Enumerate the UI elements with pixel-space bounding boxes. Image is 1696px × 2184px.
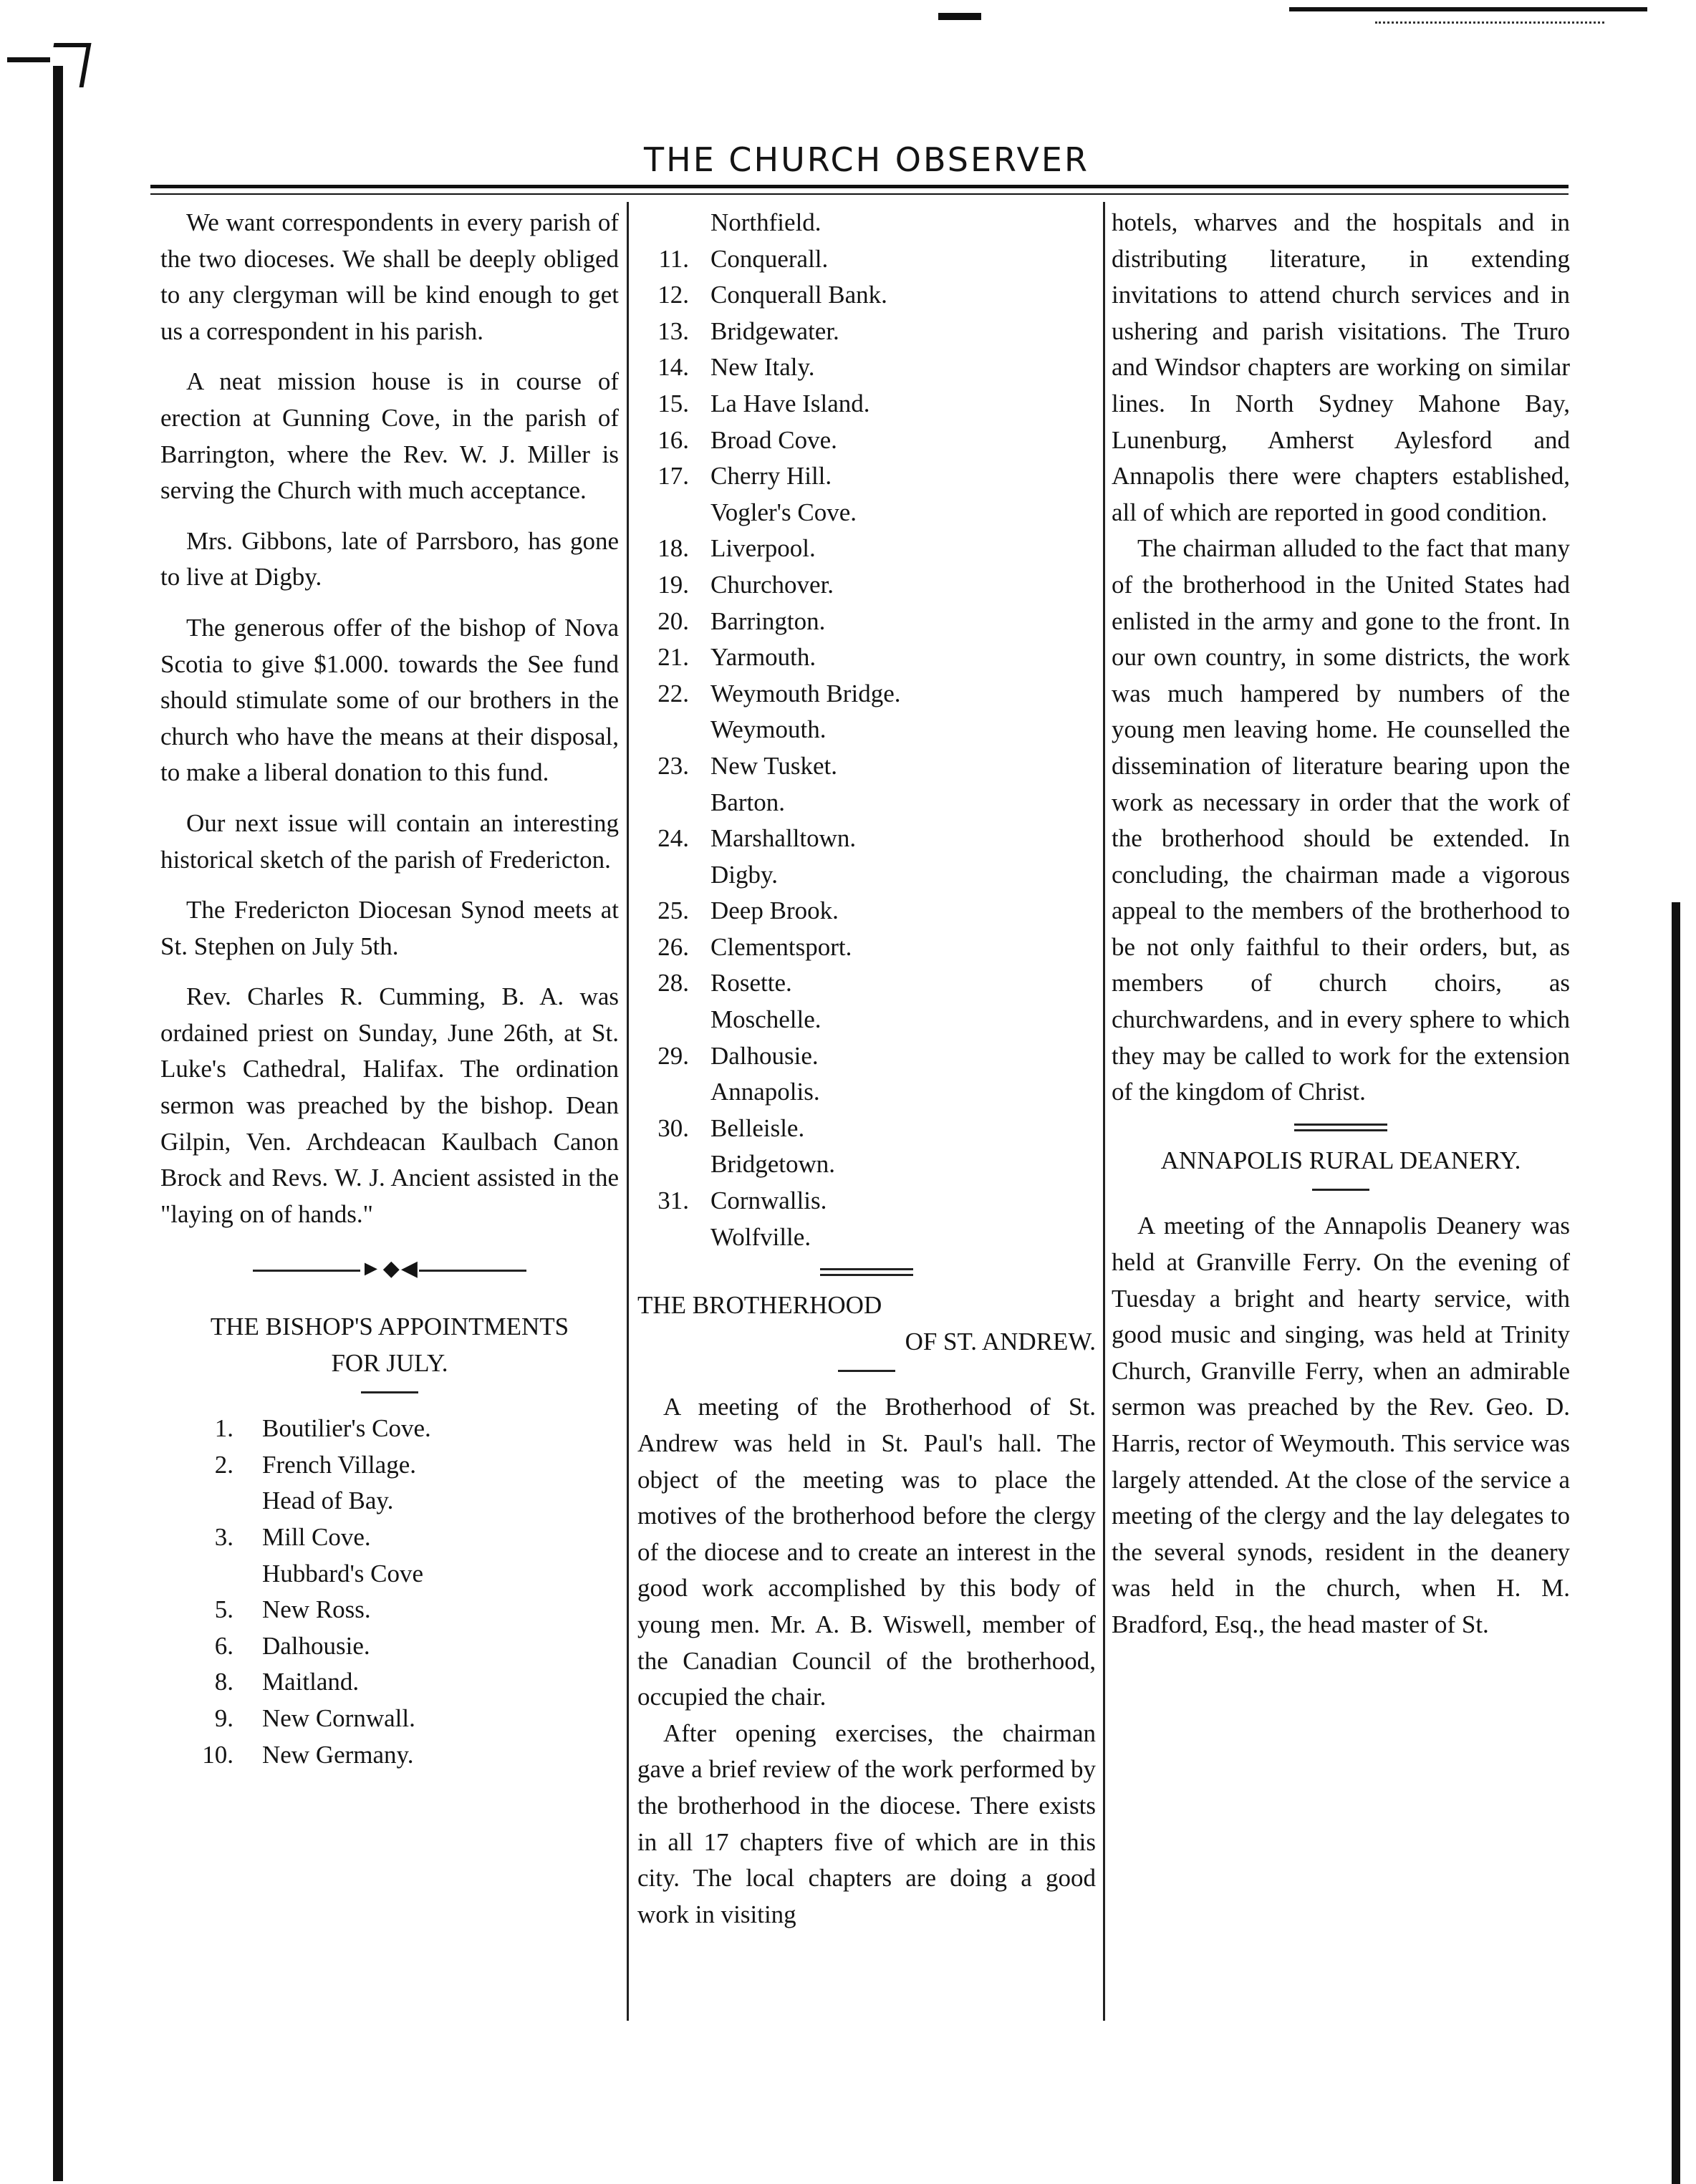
list-item: 19. Churchover. [657, 570, 834, 599]
article-paragraph: The Fredericton Diocesan Synod meets at St. Stephen on July 5th. [160, 896, 619, 960]
list-item: Wolfville. [710, 1222, 811, 1251]
list-item: Annapolis. [710, 1078, 820, 1106]
list-item: 2. French Village. [214, 1450, 416, 1479]
list-item: 13. Bridgewater. [657, 317, 839, 345]
list-item: 15. La Have Island. [657, 389, 870, 417]
list-item: Vogler's Cove. [710, 498, 857, 526]
scan-edge-right [1672, 902, 1680, 2184]
list-item: 5. New Ross. [214, 1595, 371, 1624]
heading-rule [838, 1370, 895, 1372]
list-item: Bridgetown. [710, 1150, 836, 1179]
masthead-rule-thick [150, 185, 1569, 188]
list-item: 24. Marshalltown. [657, 824, 857, 853]
appointments-list [160, 1411, 619, 1773]
list-item: 23. New Tusket. [657, 751, 837, 780]
scan-artifact-top [938, 13, 981, 20]
list-item: Barton. [710, 788, 786, 816]
double-rule-divider [820, 1268, 913, 1276]
list-item: 26. Clementsport. [657, 932, 852, 961]
list-item: 18. Liverpool. [657, 534, 816, 563]
double-rule-divider [1294, 1124, 1387, 1131]
list-item: Digby. [710, 860, 778, 889]
section-subheading: FOR JULY. [331, 1348, 448, 1377]
list-item: 10. New Germany. [202, 1740, 414, 1769]
article-paragraph: We want correspondents in every parish of the two dioceses. We shall be deeply obliged to any clergyman will be kind enough to get us a correspondent in his parish. [160, 208, 619, 345]
list-item: 1. Boutilier's Cove. [214, 1414, 431, 1443]
section-heading: THE BISHOP'S APPOINTMENTS [210, 1313, 569, 1341]
section-heading: THE BROTHERHOOD [637, 1291, 882, 1320]
article-paragraph: Mrs. Gibbons, late of Parrsboro, has gone to live at Digby. [160, 526, 619, 591]
list-item: 3. Mill Cove. [214, 1523, 371, 1551]
scan-artifact-rule [1289, 7, 1647, 11]
ornamental-divider: ►◆◀ [160, 1251, 619, 1287]
masthead-rule-thin [150, 193, 1569, 195]
list-item: 9. New Cornwall. [214, 1704, 415, 1732]
list-item: 21. Yarmouth. [657, 643, 816, 672]
list-item: 14. New Italy. [657, 353, 815, 382]
scan-edge-left [53, 66, 63, 2181]
list-item: 29. Dalhousie. [657, 1041, 819, 1070]
list-item: 8. Maitland. [214, 1668, 360, 1696]
list-item: 30. Belleisle. [657, 1113, 805, 1142]
article-paragraph: A meeting of the Brotherhood of St. Andrew was held in St. Paul's hall. The object of the meeting was to place the motives of the brotherhood before the clergy of the diocese and to create an interest in the good work accomplished by this body of young men. Mr. A. B. Wiswell, member of the Canadian Council of the brotherhood, occupied the chair. [637, 1393, 1096, 1711]
article-paragraph: A neat mission house is in course of erection at Gunning Cove, in the parish of Barrington, where the Rev. W. J. Miller is serving the Church with much acceptance. [160, 367, 619, 505]
article-paragraph: The chairman alluded to the fact that many of the brotherhood in the United States had enlisted in the army and gone to the front. In our own country, in some districts, the work was much hampered by numbers of the young men leaving home. He counselled the dissemination of literature bearing upon the work as necessary in order that the work of the brotherhood should be extended. In concluding, the chairman made a vigorous appeal to the members of the brotherhood to be not only faithful to their orders, but, as members of church choirs, as churchwardens, and in every sphere to which they may be called to work for the extension of the kingdom of Christ. [1112, 534, 1570, 1106]
heading-rule [361, 1391, 418, 1393]
section-subheading: OF ST. ANDREW. [905, 1327, 1096, 1356]
list-item: 17. Cherry Hill. [657, 462, 832, 491]
list-item: 6. Dalhousie. [214, 1631, 370, 1660]
list-item: 11. Conquerall. [658, 244, 829, 273]
list-item: 31. Cornwallis. [657, 1187, 827, 1215]
list-item: 22. Weymouth Bridge. [657, 679, 901, 707]
column-left [160, 205, 619, 1773]
article-paragraph: The generous offer of the bishop of Nova Scotia to give $1.000. towards the See fund should stimulate some of our brothers in the church who have the means at their disposal, to make a liberal donation to this fund. [160, 613, 619, 787]
column-middle [637, 205, 1096, 1933]
list-item: Weymouth. [710, 715, 827, 744]
column-divider [627, 202, 629, 2021]
column-right [1112, 205, 1570, 1643]
list-item: 16. Broad Cove. [657, 425, 837, 454]
column-divider [1103, 202, 1105, 2021]
list-item: Moschelle. [710, 1005, 822, 1034]
article-paragraph: Rev. Charles R. Cumming, B. A. was ordained priest on Sunday, June 26th, at St. Luke's Cathedral, Halifax. The ordination sermon was preached by the bishop. Dean Gilpin, Ven. Archdeacan Kaulbach Canon Brock and Revs. W. J. Ancient assisted in the "laying on of hands." [160, 982, 619, 1228]
section-heading: ANNAPOLIS RURAL DEANERY. [1160, 1146, 1521, 1174]
scan-artifact-dots [1375, 21, 1604, 24]
article-paragraph: A meeting of the Annapolis Deanery was held at Granville Ferry. On the evening of Tuesday a bright and hearty service, with good music and singing, was held at Trinity Church, Granville Ferry, when an admirable sermon was preached by the Rev. Geo. D. Harris, rector of Weymouth. This service was largely attended. At the close of the service a meeting of the clergy and the lay delegates to the several synods, resident in the deanery was held in the church, when H. M. Bradford, Esq., the head master of St. [1112, 1212, 1570, 1638]
article-paragraph: Our next issue will contain an interesting historical sketch of the parish of Fredericton. [160, 808, 619, 874]
appointments-list-continued [637, 205, 1096, 1255]
scan-artifact-mark [7, 57, 50, 62]
article-paragraph: After opening exercises, the chairman gave a brief review of the work performed by the brotherhood in the diocese. There exists in all 17 chapters five of which are in this city. The local chapters are doing a good work in visiting [637, 1719, 1096, 1928]
list-item: Northfield. [710, 208, 822, 236]
list-item: 25. Deep Brook. [657, 897, 839, 925]
list-item: Head of Bay. [262, 1487, 394, 1515]
list-item: Hubbard's Cove [262, 1559, 424, 1588]
list-item: 20. Barrington. [657, 607, 826, 635]
article-paragraph: hotels, wharves and the hospitals and in distributing literature, in extending invitations to attend church services and in ushering and parish visitations. The Truro and Windsor chapters are working on similar lines. In North Sydney Mahone Bay, Lunenburg, Amherst Aylesford and Annapolis there were chapters established, all of which are reported in good condition. [1112, 208, 1570, 526]
list-item: 28. Rosette. [657, 969, 792, 997]
list-item: 12. Conquerall Bank. [657, 281, 887, 309]
heading-rule [1312, 1189, 1369, 1191]
masthead-title: THE CHURCH OBSERVER [644, 140, 1089, 179]
